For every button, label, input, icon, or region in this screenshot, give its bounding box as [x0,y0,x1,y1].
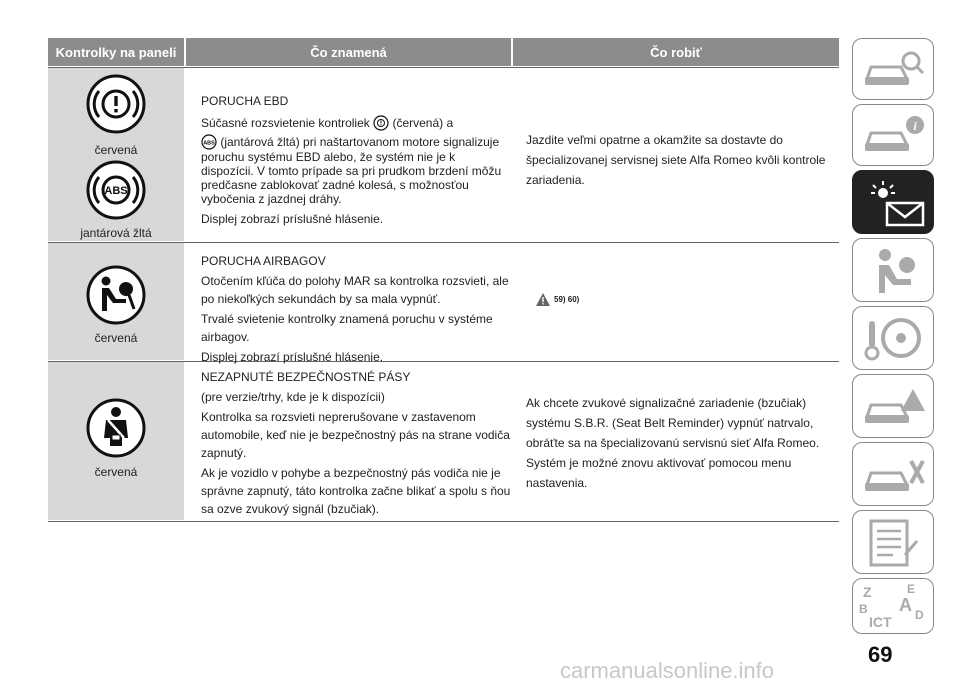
row-divider [48,521,839,522]
svg-text:B: B [859,602,868,616]
row-divider [48,242,839,243]
seatbelt-paragraph-2: Kontrolka sa rozsvieti neprerušovane v zastavenom automobile, keď nie je bezpečnostný pás na strane vodiča zapnutý. [201,410,510,460]
ebd-title: PORUCHA EBD [201,94,289,108]
abs-warning-icon [201,134,217,150]
sidebar-tab-index[interactable] [852,578,934,634]
ebd-paragraph-text: (jantárová žltá) pri naštartovanom motore signalizuje poruchu systému EBD alebo, že systém nie je k dispozícii. V tomto prípade sa pri prudkom brzdení môžu predčasne zablokovať zadné kolesá, s možnosťou vybočenia z jazdnej dráhy. [201,135,502,206]
indicator-color-label: červená [94,143,138,157]
car-service-icon [853,443,933,505]
car-search-icon [853,39,933,99]
seatbelt-warning-icon [86,398,146,458]
svg-text:E: E [907,582,916,596]
sidebar-tab-technical-data[interactable] [852,510,934,574]
svg-text:i: i [913,119,917,133]
svg-text:ABS: ABS [104,185,128,197]
warning-lights-icon [853,171,933,233]
ebd-line1-text: Súčasné rozsvietenie kontroliek [201,116,370,130]
seatbelt-paragraph-3: Ak je vozidlo v pohybe a bezpečnostný pás vodiča nie je správne zapnutý, táto kontrolka začne blikať a spolu s ňou sa ozve zvukový signál (bzučiak). [201,466,511,516]
ebd-action: Jazdite veľmi opatrne a okamžite sa dostavte do špecializovanej servisnej siete Alfa Romeo kvôli kontrole zariadenia. [526,133,826,187]
airbag-paragraph-3: Displej zobrazí príslušné hlásenie. [201,350,384,364]
column-header-action: Čo robiť [513,38,839,66]
svg-text:A: A [899,595,912,615]
airbag-paragraph-1: Otočením kľúča do polohy MAR sa kontrolka rozsvieti, ale po niekoľkých sekundách by sa mala vypnúť. [201,274,509,306]
svg-text:ABS: ABS [203,140,215,147]
abs-warning-icon [86,160,146,220]
airbag-paragraph-2: Trvalé svietenie kontrolky znamená poruchu v systéme airbagov. [201,312,493,344]
sidebar-tab-maintenance[interactable] [852,442,934,506]
sidebar-tab-safety[interactable] [852,238,934,302]
column-header-indicators: Kontrolky na paneli [48,38,184,66]
ebd-paragraph [201,134,511,206]
sidebar-tab-knowing-car[interactable] [852,38,934,100]
ebd-line1 [201,114,511,132]
ebd-line1-text: (červená) a [392,116,454,130]
steering-key-icon [853,307,933,369]
note-reference: 59) 60) [554,295,580,304]
indicator-color-label: jantárová žltá [80,226,152,240]
seatbelt-title: NEZAPNUTÉ BEZPEČNOSTNÉ PÁSY [201,370,411,384]
ebd-display-note: Displej zobrazí príslušné hlásenie. [201,212,384,226]
airbag-title: PORUCHA AIRBAGOV [201,254,326,268]
ebd-description [201,92,511,228]
document-list-icon [853,511,933,573]
brake-warning-icon [373,115,389,131]
row-divider [48,67,839,68]
sidebar-tab-safety-info[interactable] [852,104,934,166]
alphabet-index-icon [853,579,933,633]
warning-triangle-icon [536,293,550,306]
page-number: 69 [868,642,893,667]
svg-text:D: D [915,608,924,622]
column-header-meaning: Čo znamená [186,38,511,66]
seatbelt-paragraph-1: (pre verzie/trhy, kde je k dispozícii) [201,390,385,404]
airbag-description [201,252,511,366]
indicator-color-label: červená [94,465,138,479]
seatbelt-action: Ak chcete zvukové signalizačné zariadenie (bzučiak) systému S.B.R. (Seat Belt Reminder) vypnúť natrvalo, obráťte sa na špecializovanú servisnú sieť Alfa Romeo. Systém je možné znovu aktivovať pomocou menu nastavenia. [526,396,820,490]
car-warning-icon [853,375,933,437]
seatbelt-description [201,368,511,518]
airbag-warning-icon [86,265,146,325]
sidebar-tab-emergency[interactable] [852,374,934,438]
indicator-color-label: červená [94,331,138,345]
brake-warning-icon [86,74,146,134]
watermark: carmanualsonline.info [560,658,775,683]
sidebar-tab-starting-driving[interactable] [852,306,934,370]
svg-text:ICT: ICT [869,614,892,630]
airbag-person-icon [853,239,933,301]
sidebar-tab-warning-lights[interactable] [852,170,934,234]
svg-text:Z: Z [863,584,872,600]
car-info-icon [853,105,933,165]
